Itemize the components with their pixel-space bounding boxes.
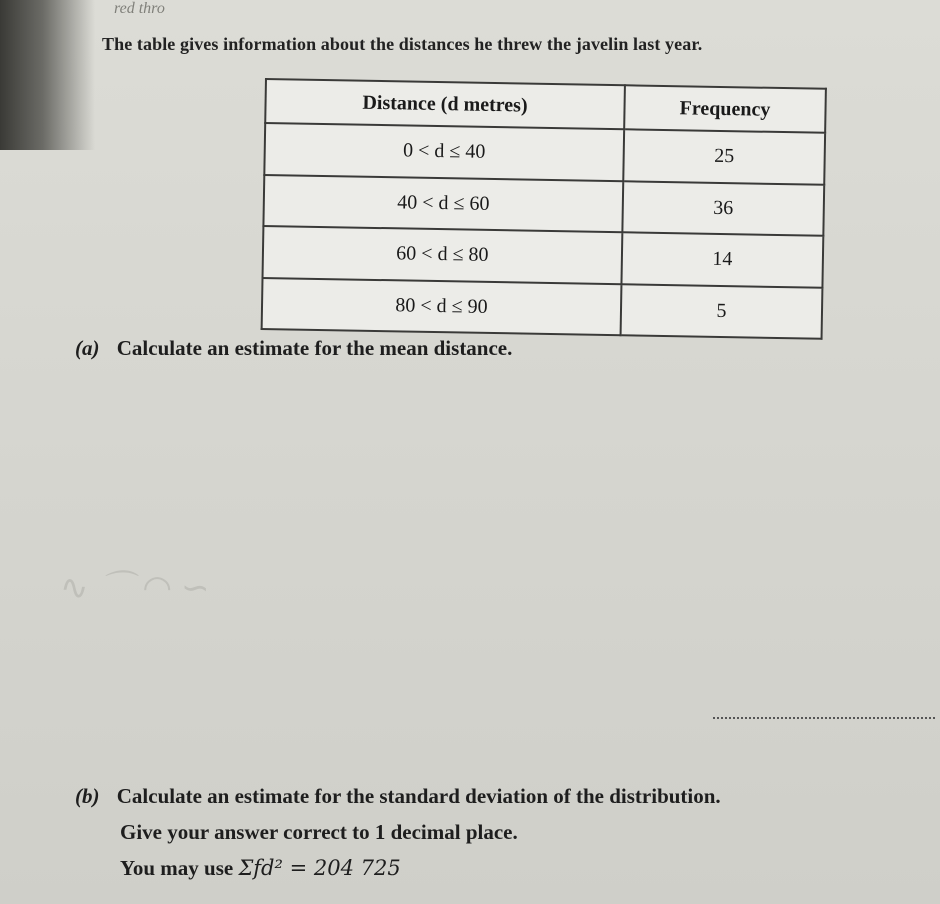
question-b-instruction: Give your answer correct to 1 decimal place. [120, 820, 518, 844]
distance-cell: 40 < d ≤ 60 [263, 175, 623, 233]
page-shadow [0, 0, 95, 150]
frequency-table [261, 78, 827, 340]
question-a-label: (a) [75, 336, 100, 360]
question-b-line1: Calculate an estimate for the standard deviation of the distribution. [116, 784, 721, 808]
table-row [262, 277, 823, 338]
distance-cell: 60 < d ≤ 80 [263, 226, 623, 284]
header-frequency: Frequency [624, 85, 826, 133]
distance-cell: 0 < d ≤ 40 [264, 123, 624, 181]
header-distance: Distance (d metres) [265, 79, 625, 129]
question-b-label: (b) [75, 784, 100, 808]
question-b [75, 784, 721, 809]
frequency-cell: 14 [621, 232, 823, 287]
question-a [75, 336, 512, 361]
frequency-cell: 5 [621, 284, 823, 339]
faded-pencil-marks: ∿ ⌒ ◠ ∽ [60, 568, 210, 608]
frequency-cell: 36 [622, 181, 824, 236]
question-a-text: Calculate an estimate for the mean distance. [116, 336, 513, 360]
frequency-cell: 25 [623, 129, 825, 184]
distance-cell: 80 < d ≤ 90 [262, 277, 622, 335]
question-b-hint [120, 856, 401, 881]
header-fragment: red thro [114, 0, 165, 17]
hint-prefix: You may use [120, 856, 239, 880]
intro-text: The table gives information about the distances he threw the javelin last year. [102, 34, 703, 54]
answer-line-a [713, 717, 935, 719]
sum-formula: Σfd² = 204 725 [238, 856, 401, 880]
